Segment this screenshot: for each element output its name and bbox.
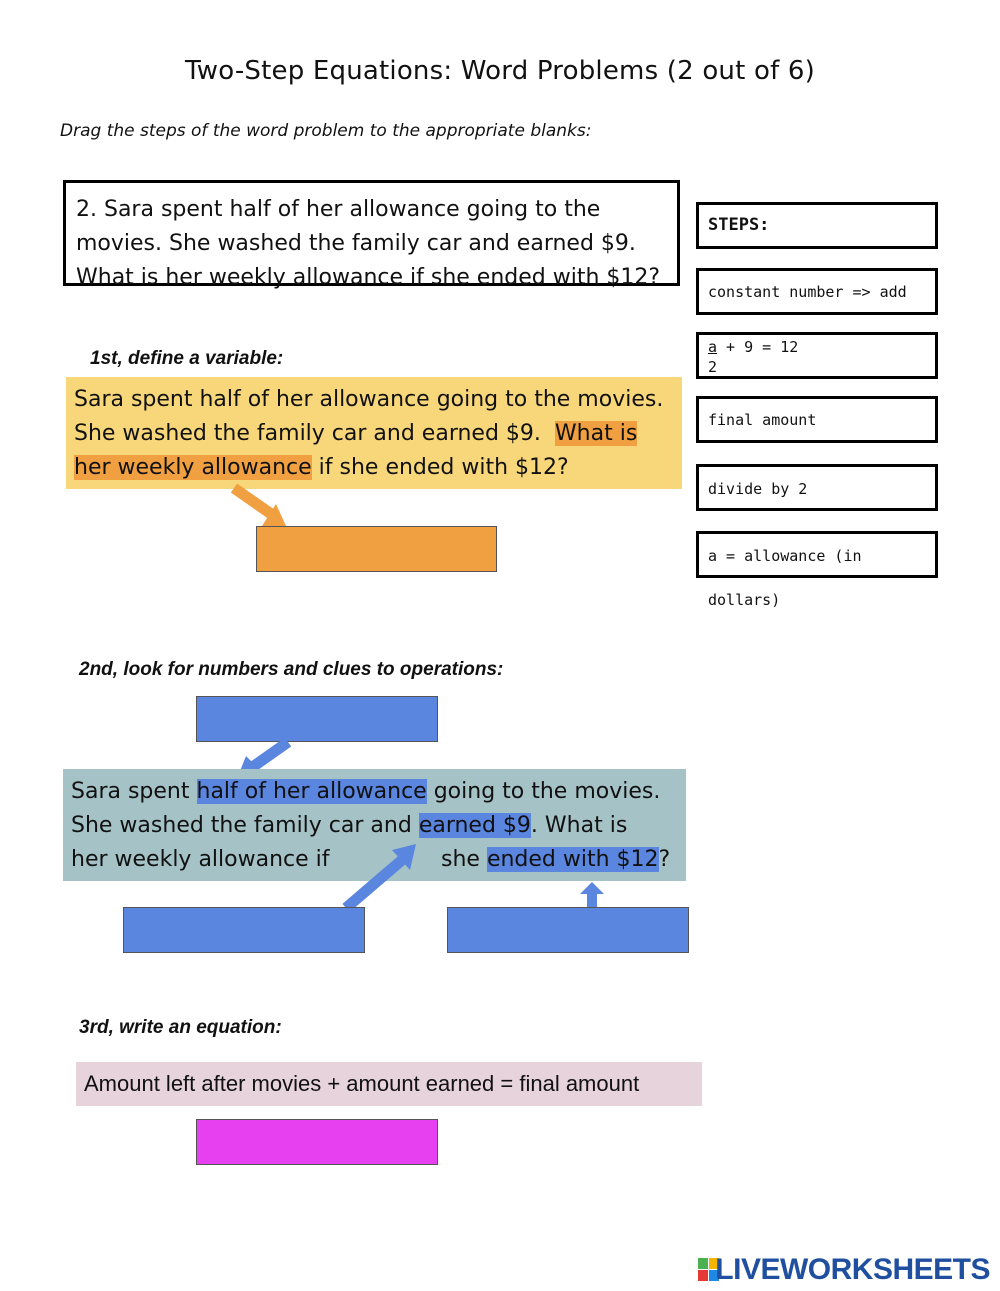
- step1-heading: 1st, define a variable:: [90, 348, 284, 369]
- step1-line-3: [74, 451, 674, 485]
- step2-pre2: She washed the family car and: [71, 813, 419, 838]
- drop-zone-variable[interactable]: [256, 526, 497, 572]
- step2-highlight-earned: earned $9: [418, 813, 531, 838]
- step1-text-b: She washed the family car and earned $9.: [74, 421, 541, 446]
- step-card-equation[interactable]: [696, 332, 938, 379]
- step2-line-1: [71, 775, 678, 809]
- step2-post3: ?: [658, 847, 671, 872]
- fraction-denominator: 2: [708, 358, 718, 376]
- step-card-divide[interactable]: divide by 2: [696, 464, 938, 511]
- arrow-icon-step1: [226, 482, 296, 530]
- drop-zone-half[interactable]: [196, 696, 438, 742]
- problem-line-3: What is her weekly allowance if she ended with $12?: [76, 265, 661, 290]
- step1-line-2: [74, 417, 674, 451]
- arrow-icon-earned: [336, 840, 426, 912]
- problem-box: [63, 180, 680, 290]
- step2-line-2: [71, 809, 678, 843]
- step2-post1: going to the movies.: [426, 779, 661, 804]
- step2-heading: 2nd, look for numbers and clues to operations:: [79, 659, 504, 680]
- step2-pre3: her weekly allowance if: [71, 847, 330, 872]
- drop-zone-equation[interactable]: [196, 1119, 438, 1165]
- steps-header: STEPS:: [696, 202, 938, 249]
- fraction-rest: + 9 = 12: [717, 338, 799, 356]
- step3-heading: 3rd, write an equation:: [79, 1017, 282, 1038]
- step1-highlight-b: her weekly allowance: [74, 455, 312, 480]
- step1-passage: [66, 377, 682, 489]
- drop-zone-earned[interactable]: [123, 907, 365, 953]
- step2-pre: Sara spent: [71, 779, 197, 804]
- arrow-icon-ended: [572, 880, 612, 910]
- step2-line3-tail: [441, 843, 670, 877]
- fraction-numerator: a: [708, 338, 718, 356]
- step1-line-1: Sara spent half of her allowance going to the movies.: [74, 387, 664, 412]
- brand-wordmark[interactable]: LIVEWORKSHEETS: [715, 1253, 990, 1286]
- equation-words: Amount left after movies + amount earned = final amount: [76, 1062, 702, 1106]
- fraction-top: [708, 337, 935, 357]
- step2-highlight-ended: ended with $12: [486, 847, 659, 872]
- step-card-final[interactable]: final amount: [696, 396, 938, 443]
- step2-pre3b: she: [441, 847, 487, 872]
- drop-zone-ended[interactable]: [447, 907, 689, 953]
- page-title: Two-Step Equations: Word Problems (2 out of 6): [184, 56, 815, 86]
- problem-line-2: movies. She washed the family car and earned $9.: [76, 231, 636, 256]
- problem-line-1: 2. Sara spent half of her allowance going to the: [76, 197, 601, 222]
- instructions: Drag the steps of the word problem to the appropriate blanks:: [60, 121, 592, 141]
- step2-highlight-half: half of her allowance: [196, 779, 427, 804]
- step-card-variable[interactable]: a = allowance (in dollars): [696, 531, 938, 578]
- step-card-add[interactable]: constant number => add: [696, 268, 938, 315]
- step1-text-c: if she ended with $12?: [311, 455, 569, 480]
- step1-highlight-a: What is: [554, 421, 638, 446]
- step2-post2: . What is: [530, 813, 628, 838]
